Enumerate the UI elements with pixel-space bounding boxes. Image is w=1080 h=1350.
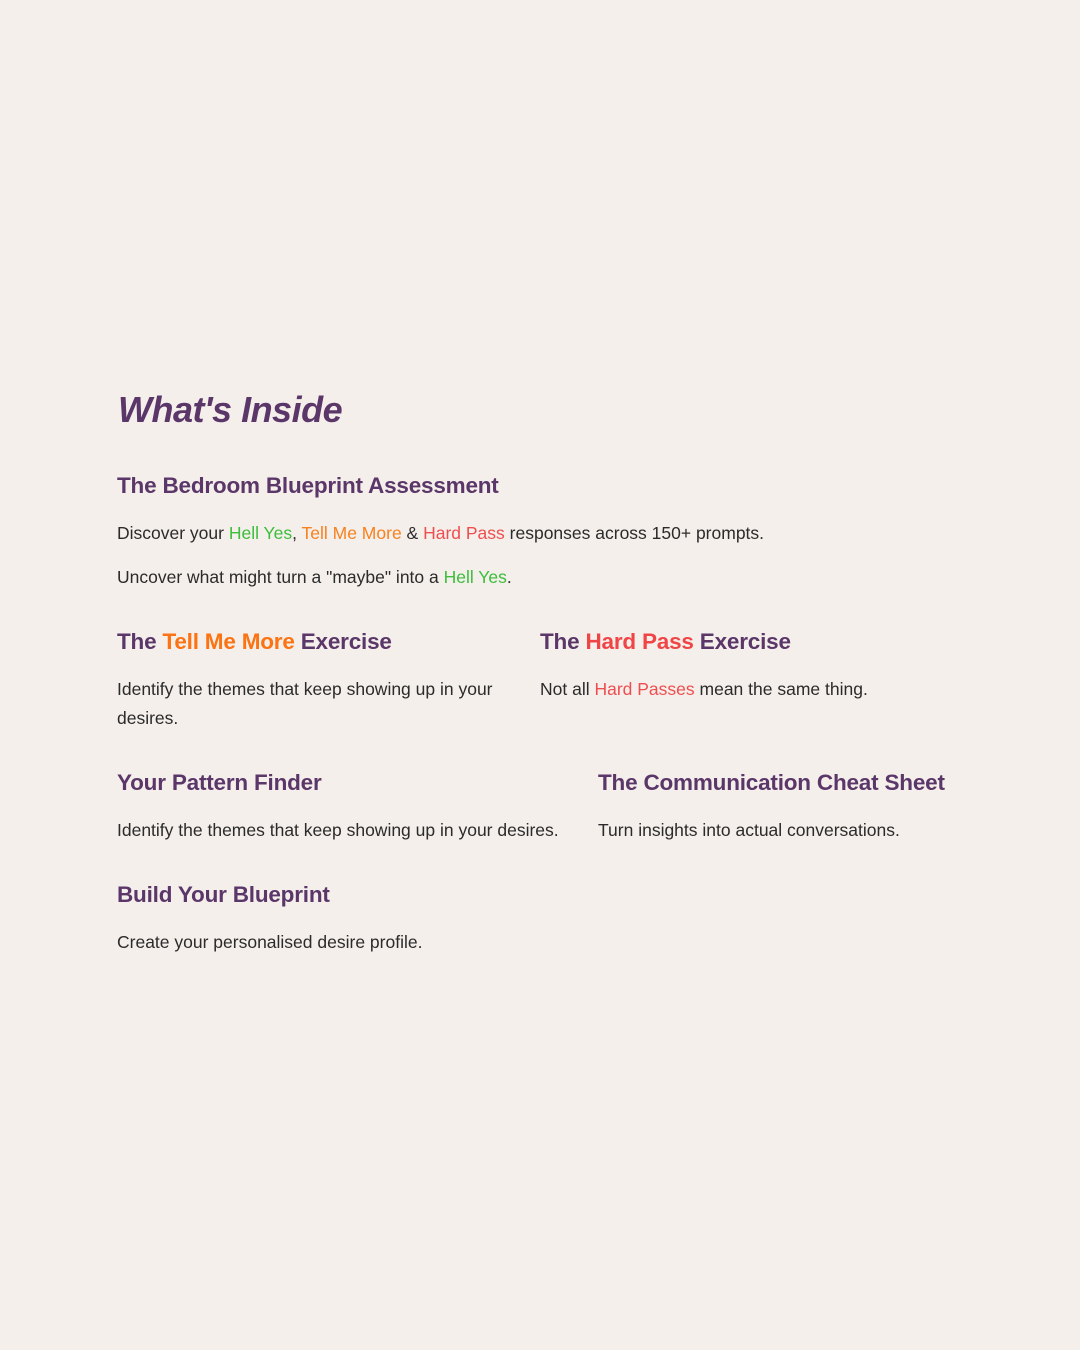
section-tell-me-more bbox=[117, 628, 527, 732]
tell-me-more-highlight: Tell Me More bbox=[162, 629, 295, 654]
section-description bbox=[540, 675, 960, 704]
text-segment: & bbox=[401, 523, 424, 543]
text-segment: mean the same thing. bbox=[694, 679, 868, 699]
text-segment: responses across 150+ prompts. bbox=[504, 523, 765, 543]
title-segment: The bbox=[540, 629, 586, 654]
assessment-subtext bbox=[117, 563, 957, 592]
hell-yes-highlight: Hell Yes bbox=[443, 567, 507, 587]
section-title: The Bedroom Blueprint Assessment bbox=[117, 473, 499, 498]
hell-yes-highlight: Hell Yes bbox=[228, 523, 293, 543]
hard-pass-highlight: Hard Pass bbox=[585, 629, 694, 654]
title-segment: Exercise bbox=[294, 629, 392, 654]
section-title: Build Your Blueprint bbox=[117, 882, 330, 907]
section-assessment bbox=[117, 472, 957, 592]
text-segment: Discover your bbox=[117, 523, 229, 543]
hard-pass-highlight: Hard Pass bbox=[423, 523, 505, 543]
section-build-blueprint bbox=[117, 881, 717, 957]
section-description: Identify the themes that keep showing up in your desires. bbox=[117, 820, 559, 840]
section-pattern-finder bbox=[117, 769, 592, 845]
section-title bbox=[117, 628, 527, 656]
section-communication bbox=[598, 769, 1018, 845]
section-description: Turn insights into actual conversations. bbox=[598, 820, 900, 840]
text-segment: Not all bbox=[540, 679, 595, 699]
text-segment: . bbox=[506, 567, 512, 587]
text-segment: , bbox=[292, 523, 302, 543]
section-title bbox=[540, 628, 960, 656]
title-segment: The bbox=[117, 629, 163, 654]
text-segment: Uncover what might turn a "maybe" into a bbox=[117, 567, 444, 587]
assessment-description bbox=[117, 519, 957, 548]
section-title: The Communication Cheat Sheet bbox=[598, 770, 945, 795]
section-description: Identify the themes that keep showing up in your desires. bbox=[117, 679, 493, 728]
section-description: Create your personalised desire profile. bbox=[117, 932, 423, 952]
hard-passes-highlight: Hard Passes bbox=[594, 679, 695, 699]
tell-me-more-highlight: Tell Me More bbox=[301, 523, 402, 543]
section-title: Your Pattern Finder bbox=[117, 770, 322, 795]
page-title: What's Inside bbox=[118, 389, 343, 430]
section-hard-pass bbox=[540, 628, 960, 704]
title-segment: Exercise bbox=[693, 629, 791, 654]
